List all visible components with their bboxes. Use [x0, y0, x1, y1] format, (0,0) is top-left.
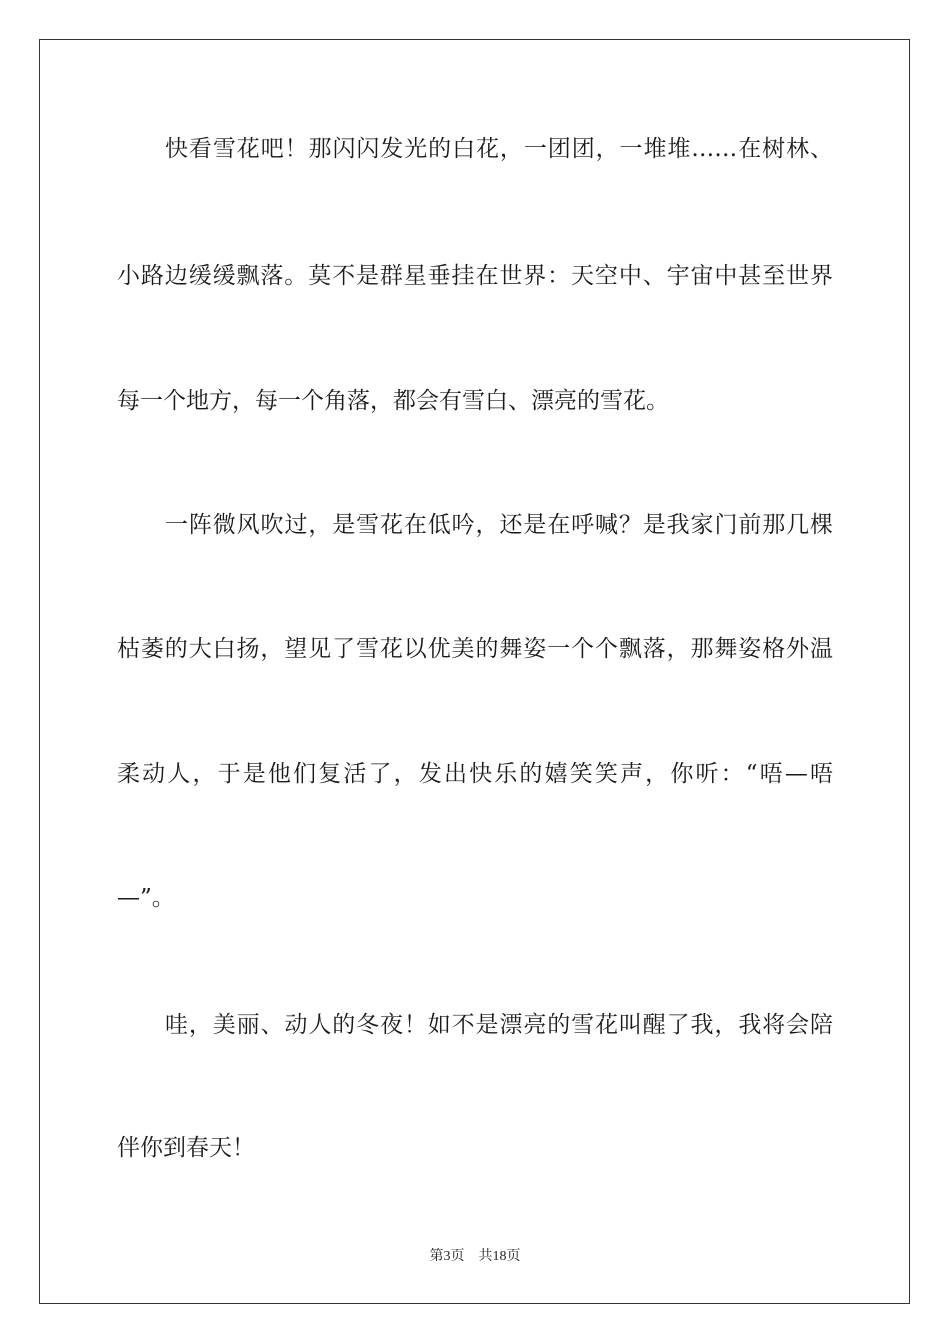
- paragraph-1-line-1: 快看雪花吧！那闪闪发光的白花，一团团，一堆堆……在树林、: [165, 136, 833, 162]
- paragraph-1-line-2: 小路边缓缓飘落。莫不是群星垂挂在世界：天空中、宇宙中甚至世界: [117, 263, 833, 289]
- paragraph-3-line-1: 哇，美丽、动人的冬夜！如不是漂亮的雪花叫醒了我，我将会陪: [165, 1012, 833, 1038]
- paragraph-2-line-1: 一阵微风吹过，是雪花在低吟，还是在呼喊？是我家门前那几棵: [165, 512, 833, 538]
- page-footer: [0, 1247, 950, 1267]
- page-total: 共18页: [478, 1249, 521, 1264]
- paragraph-2-line-3: 柔动人，于是他们复活了，发出快乐的嬉笑笑声，你听：“唔—唔: [117, 761, 833, 787]
- paragraph-3-line-2: 伴你到春天！: [117, 1135, 255, 1161]
- paragraph-1-line-3: 每一个地方，每一个角落，都会有雪白、漂亮的雪花。: [117, 388, 669, 414]
- paragraph-2-line-4: —”。: [117, 885, 175, 911]
- page-number: 第3页: [429, 1249, 465, 1264]
- page-border: [39, 39, 910, 1304]
- paragraph-2-line-2: 枯萎的大白扬，望见了雪花以优美的舞姿一个个飘落，那舞姿格外温: [117, 636, 833, 662]
